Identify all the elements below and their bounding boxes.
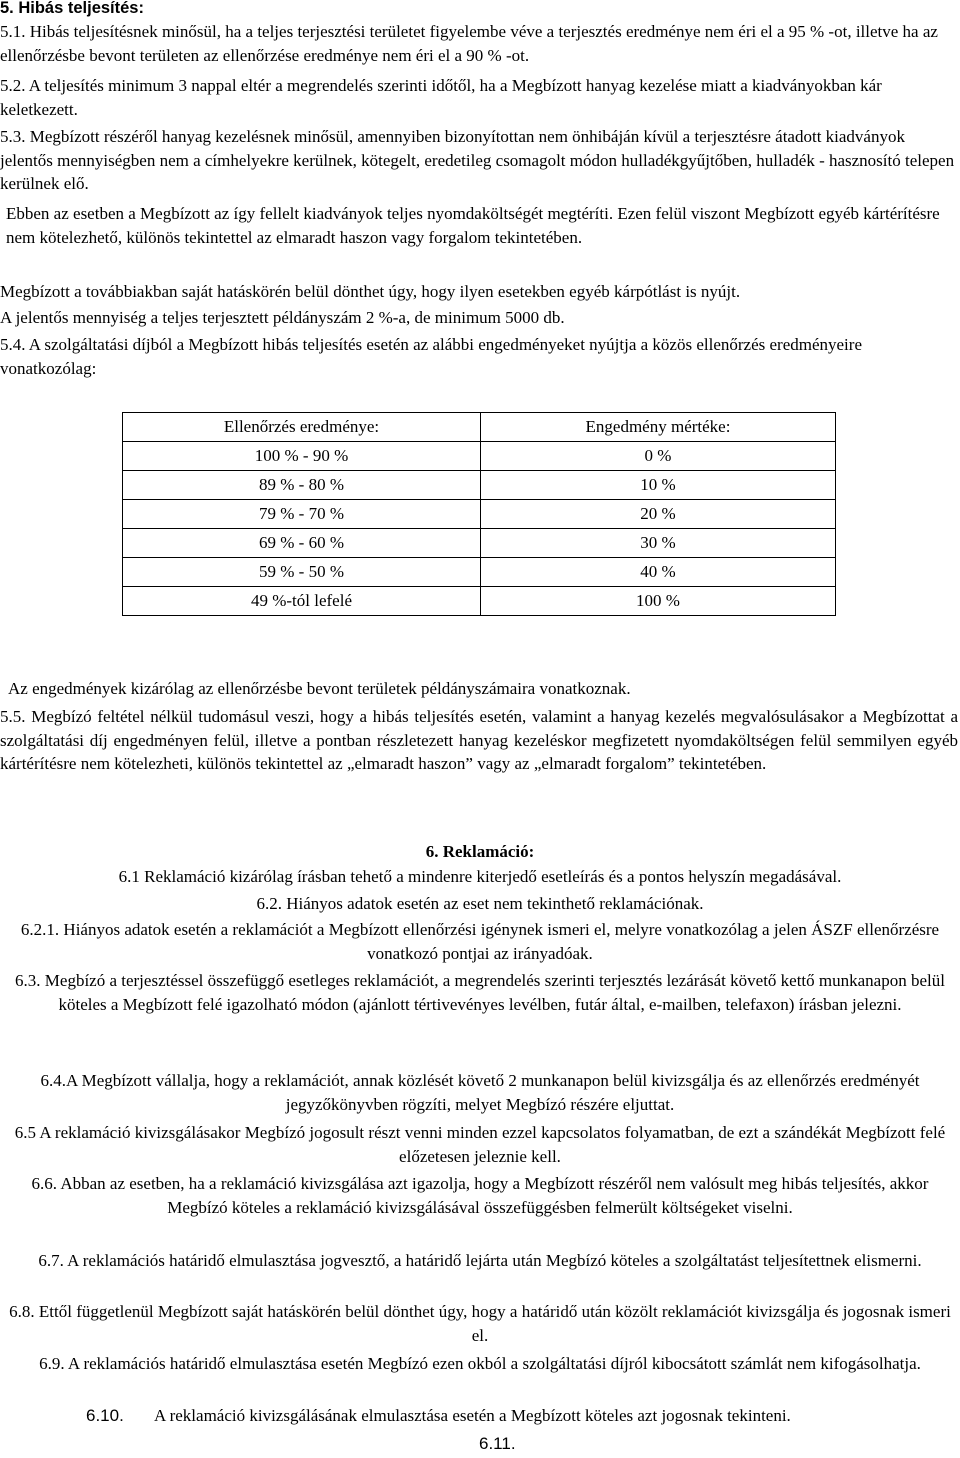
- paragraph-5-1: 5.1. Hibás teljesítésnek minősül, ha a teljes terjesztési területet figyelembe véve a terjesztés eredménye nem éri el a 95 % -ot, illetve ha az ellenőrzésbe bevont területen az ellenőrzése eredménye nem éri el a 90 % -ot.: [0, 22, 938, 65]
- table-cell: 79 % - 70 %: [123, 500, 481, 529]
- table-row: [123, 587, 836, 616]
- table-row: [123, 442, 836, 471]
- paragraph-6-9: 6.9. A reklamációs határidő elmulasztása esetén Megbízó ezen okból a szolgáltatási díjról kibocsátott számlát nem kifogásolhatja.: [39, 1354, 921, 1373]
- paragraph-5-4: 5.4. A szolgáltatási díjból a Megbízott hibás teljesítés esetén az alábbi engedményeket nyújtja a közös ellenőrzés eredményeire vonatkozólag:: [0, 335, 862, 378]
- table-cell: 49 %-tól lefelé: [123, 587, 481, 616]
- paragraph-6-3: 6.3. Megbízó a terjesztéssel összefüggő esetleges reklamációt, a megrendelés szerinti terjesztés lezárását követő kettő munkanapon belül köteles a Megbízott felé igazolható módon (ajánlott tértivevényes levélben, futár által, e-mailben, telefaxon) írásban jelezni.: [15, 971, 945, 1014]
- paragraph-6-5: 6.5 A reklamáció kivizsgálásakor Megbízó jogosult részt venni minden ezzel kapcsolatos folyamatban, de ezt a szándékát Megbízott felé előzetesen jeleznie kell.: [14, 1123, 946, 1166]
- table-cell: 100 %: [481, 587, 836, 616]
- section-6-title: 6. Reklamáció:: [425, 842, 535, 861]
- discount-table: [122, 412, 836, 616]
- section-5-title: 5. Hibás teljesítés:: [0, 0, 144, 17]
- table-header-cell: Engedmény mértéke:: [481, 413, 836, 442]
- table-header-row: [123, 413, 836, 442]
- paragraph-5-2: 5.2. A teljesítés minimum 3 nappal eltér a megrendelés szerinti időtől, ha a Megbízott hanyag kezelése miatt a kiadványokban kár keletkezett.: [0, 76, 882, 119]
- table-cell: 59 % - 50 %: [123, 558, 481, 587]
- table-cell: 10 %: [481, 471, 836, 500]
- paragraph-6-1: 6.1 Reklamáció kizárólag írásban tehető a mindenre kiterjedő esetleírás és a pontos helyszín megadásával.: [118, 867, 842, 886]
- table-cell: 69 % - 60 %: [123, 529, 481, 558]
- paragraph-6-8: 6.8. Ettől függetlenül Megbízott saját hatáskörén belül dönthet úgy, hogy a határidő után közölt reklamációt kivizsgálja és jogosnak ismeri el.: [9, 1302, 951, 1345]
- table-cell: 100 % - 90 %: [123, 442, 481, 471]
- table-cell: 89 % - 80 %: [123, 471, 481, 500]
- paragraph-6-2: 6.2. Hiányos adatok esetén az eset nem tekinthető reklamációnak.: [256, 894, 704, 913]
- paragraph-5-3-d: A jelentős mennyiség a teljes terjesztett példányszám 2 %-a, de minimum 5000 db.: [0, 308, 565, 327]
- paragraph-6-2-1: 6.2.1. Hiányos adatok esetén a reklamációt a Megbízott ellenőrzési igénynek ismeri el, melyre vonatkozólag a jelen ÁSZF ellenőrzésre vonatkozó pontjai az irányadóak.: [20, 920, 940, 963]
- table-cell: 40 %: [481, 558, 836, 587]
- paragraph-6-4: 6.4.A Megbízott vállalja, hogy a reklamációt, annak közlését követő 2 munkanapon belül kivizsgálja és az ellenőrzés eredményét jegyzőkönyvben rögzíti, melyet Megbízó részére eljuttat.: [40, 1071, 920, 1114]
- paragraph-5-5: 5.5. Megbízó feltétel nélkül tudomásul veszi, hogy a hibás teljesítés esetén, valamint a hanyag kezelés megvalósulásakor a Megbízottat a szolgáltatási díj engedményen felül, illetve a pontban részletezett hanyag kezeléskor megfizetett nyomdaköltségen felül semmilyen egyéb kártérítésre nem kötelezheti, különös tekintettel az „elmaradt haszon” vagy az „elmaradt forgalom” tekintetében.: [0, 707, 958, 773]
- paragraph-6-10-text: A reklamáció kivizsgálásának elmulasztása esetén a Megbízott köteles azt jogosnak tekinteni.: [154, 1406, 791, 1425]
- paragraph-6-10-number: 6.10.: [86, 1406, 124, 1425]
- table-row: [123, 529, 836, 558]
- paragraph-5-3-c: Megbízott a továbbiakban saját hatáskörén belül dönthet úgy, hogy ilyen esetekben egyéb kárpótlást is nyújt.: [0, 282, 741, 301]
- paragraph-6-11-number: 6.11.: [479, 1434, 516, 1453]
- table-header-cell: Ellenőrzés eredménye:: [123, 413, 481, 442]
- paragraph-5-4-note: Az engedmények kizárólag az ellenőrzésbe bevont területek példányszámaira vonatkoznak.: [8, 679, 631, 698]
- paragraph-6-7: 6.7. A reklamációs határidő elmulasztása jogvesztő, a határidő lejárta után Megbízó köteles a szolgáltatást teljesítettnek elismerni.: [38, 1251, 922, 1270]
- table-cell: 0 %: [481, 442, 836, 471]
- table-row: [123, 500, 836, 529]
- paragraph-6-10: [86, 1404, 956, 1428]
- paragraph-5-3-b: Ebben az esetben a Megbízott az így fellelt kiadványok teljes nyomdaköltségét megtéríti. Ezen felül viszont Megbízott egyéb kártérítésre nem kötelezhető, különös tekintettel az elmaradt haszon vagy forgalom tekintetében.: [6, 204, 940, 247]
- table-row: [123, 471, 836, 500]
- table-cell: 20 %: [481, 500, 836, 529]
- table-cell: 30 %: [481, 529, 836, 558]
- table-row: [123, 558, 836, 587]
- paragraph-5-3: 5.3. Megbízott részéről hanyag kezelésnek minősül, amennyiben bizonyítottan nem önhibáján kívül a terjesztésre átadott kiadványok jelentős mennyiségben nem a címhelyekre kerülnek, kötegelt, eredetileg csomagolt módon hulladékgyűjtőben, hulladék - hasznosító telepen kerülnek elő.: [0, 127, 955, 193]
- paragraph-6-6: 6.6. Abban az esetben, ha a reklamáció kivizsgálása azt igazolja, hogy a Megbízott részéről nem valósult meg hibás teljesítés, akkor Megbízó köteles a reklamáció kivizsgálásával összefüggésben felmerült költségeket viselni.: [31, 1174, 929, 1217]
